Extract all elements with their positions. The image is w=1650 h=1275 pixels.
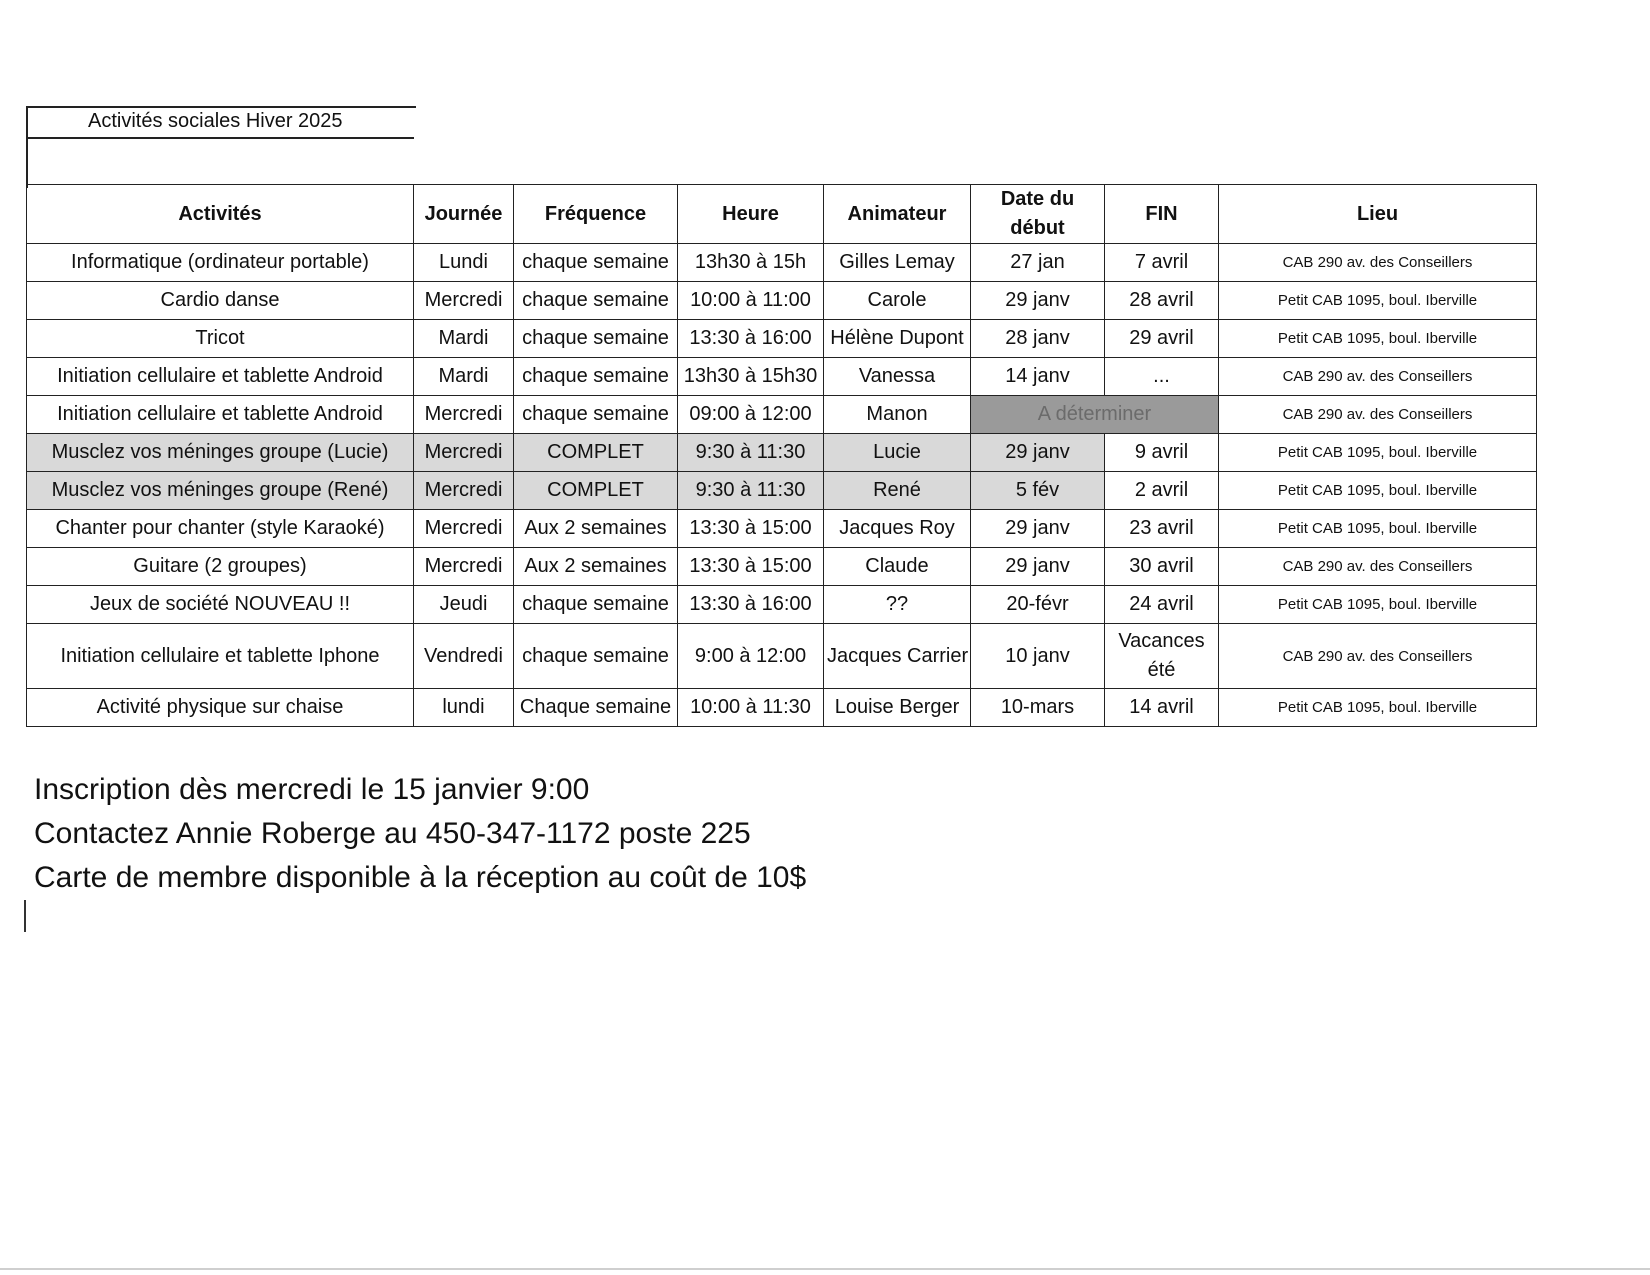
cell-frequence: chaque semaine — [514, 358, 678, 396]
cell-frequence: COMPLET — [514, 472, 678, 510]
cell-fin: 29 avril — [1105, 320, 1219, 358]
cell-fin: 24 avril — [1105, 586, 1219, 624]
membership-card-note: Carte de membre disponible à la réception au coût de 10$ — [34, 861, 807, 894]
table-row — [27, 244, 1537, 282]
cell-lieu: CAB 290 av. des Conseillers — [1219, 358, 1537, 396]
cell-heure: 9:00 à 12:00 — [678, 624, 824, 689]
cell-animateur: René — [824, 472, 971, 510]
cell-debut: 29 janv — [971, 548, 1105, 586]
cell-frequence: chaque semaine — [514, 282, 678, 320]
cell-fin: ... — [1105, 358, 1219, 396]
cell-frequence: chaque semaine — [514, 320, 678, 358]
cell-lieu: CAB 290 av. des Conseillers — [1219, 244, 1537, 282]
cell-heure: 13:30 à 16:00 — [678, 586, 824, 624]
cell-debut: 27 jan — [971, 244, 1105, 282]
cell-debut: 10 janv — [971, 624, 1105, 689]
cell-fin: Vacances été — [1105, 624, 1219, 689]
cell-debut: 28 janv — [971, 320, 1105, 358]
cell-activite: Chanter pour chanter (style Karaoké) — [27, 510, 414, 548]
cell-fin: 28 avril — [1105, 282, 1219, 320]
cell-debut: 29 janv — [971, 282, 1105, 320]
cell-frequence: chaque semaine — [514, 396, 678, 434]
cell-animateur: ?? — [824, 586, 971, 624]
cell-activite: Cardio danse — [27, 282, 414, 320]
cell-fin: 2 avril — [1105, 472, 1219, 510]
cell-heure: 10:00 à 11:30 — [678, 689, 824, 727]
cell-lieu: Petit CAB 1095, boul. Iberville — [1219, 472, 1537, 510]
cell-lieu: Petit CAB 1095, boul. Iberville — [1219, 510, 1537, 548]
table-row — [27, 624, 1537, 689]
activities-table — [26, 184, 1537, 727]
cell-activite: Initiation cellulaire et tablette Android — [27, 396, 414, 434]
page-title: Activités sociales Hiver 2025 — [88, 110, 343, 132]
table-row — [27, 358, 1537, 396]
cell-animateur: Hélène Dupont — [824, 320, 971, 358]
header-heure: Heure — [678, 185, 824, 244]
cell-animateur: Jacques Carrier — [824, 624, 971, 689]
contact-note: Contactez Annie Roberge au 450-347-1172 poste 225 — [34, 817, 751, 850]
table-row — [27, 548, 1537, 586]
cell-animateur: Lucie — [824, 434, 971, 472]
cell-lieu: Petit CAB 1095, boul. Iberville — [1219, 320, 1537, 358]
cell-heure: 9:30 à 11:30 — [678, 434, 824, 472]
cell-debut: 5 fév — [971, 472, 1105, 510]
cell-heure: 9:30 à 11:30 — [678, 472, 824, 510]
cell-heure: 13:30 à 15:00 — [678, 548, 824, 586]
cell-journee: Mercredi — [414, 472, 514, 510]
table-row — [27, 282, 1537, 320]
cell-journee: Jeudi — [414, 586, 514, 624]
cell-journee: Mercredi — [414, 510, 514, 548]
cell-frequence: Aux 2 semaines — [514, 510, 678, 548]
cell-frequence: COMPLET — [514, 434, 678, 472]
cell-journee: Lundi — [414, 244, 514, 282]
cell-heure: 13h30 à 15h30 — [678, 358, 824, 396]
cell-fin: 7 avril — [1105, 244, 1219, 282]
cell-debut: 10-mars — [971, 689, 1105, 727]
cell-activite: Informatique (ordinateur portable) — [27, 244, 414, 282]
cell-debut: 29 janv — [971, 434, 1105, 472]
cell-lieu: Petit CAB 1095, boul. Iberville — [1219, 586, 1537, 624]
cell-heure: 13h30 à 15h — [678, 244, 824, 282]
cell-animateur: Gilles Lemay — [824, 244, 971, 282]
cell-journee: Mercredi — [414, 282, 514, 320]
cell-journee: lundi — [414, 689, 514, 727]
table-row — [27, 586, 1537, 624]
cell-fin: 30 avril — [1105, 548, 1219, 586]
header-lieu: Lieu — [1219, 185, 1537, 244]
header-fin: FIN — [1105, 185, 1219, 244]
table-row — [27, 689, 1537, 727]
table-row — [27, 396, 1537, 434]
table-row — [27, 472, 1537, 510]
cell-journee: Mercredi — [414, 548, 514, 586]
cell-animateur: Vanessa — [824, 358, 971, 396]
cell-lieu: CAB 290 av. des Conseillers — [1219, 396, 1537, 434]
cell-activite: Guitare (2 groupes) — [27, 548, 414, 586]
cell-activite: Musclez vos méninges groupe (Lucie) — [27, 434, 414, 472]
notes-block — [34, 768, 806, 900]
cell-frequence: chaque semaine — [514, 244, 678, 282]
cell-lieu: Petit CAB 1095, boul. Iberville — [1219, 689, 1537, 727]
header-animateur: Animateur — [824, 185, 971, 244]
table-row — [27, 320, 1537, 358]
cell-heure: 10:00 à 11:00 — [678, 282, 824, 320]
cell-journee: Mercredi — [414, 434, 514, 472]
header-journee: Journée — [414, 185, 514, 244]
cell-frequence: Chaque semaine — [514, 689, 678, 727]
header-date-debut: Date du début — [971, 185, 1105, 244]
table-header-row — [27, 185, 1537, 244]
page-bottom-rule — [0, 1268, 1650, 1270]
cell-fin: 14 avril — [1105, 689, 1219, 727]
cell-heure: 13:30 à 15:00 — [678, 510, 824, 548]
cell-activite: Initiation cellulaire et tablette Iphone — [27, 624, 414, 689]
cell-journee: Mardi — [414, 320, 514, 358]
cell-animateur: Carole — [824, 282, 971, 320]
cell-frequence: chaque semaine — [514, 624, 678, 689]
cell-lieu: Petit CAB 1095, boul. Iberville — [1219, 434, 1537, 472]
cell-frequence: Aux 2 semaines — [514, 548, 678, 586]
cell-lieu: CAB 290 av. des Conseillers — [1219, 624, 1537, 689]
table-row — [27, 510, 1537, 548]
cell-journee: Vendredi — [414, 624, 514, 689]
cell-journee: Mercredi — [414, 396, 514, 434]
cell-heure: 13:30 à 16:00 — [678, 320, 824, 358]
cell-debut: 20-févr — [971, 586, 1105, 624]
header-frequence: Fréquence — [514, 185, 678, 244]
text-cursor-mark — [24, 900, 26, 932]
cell-activite: Jeux de société NOUVEAU !! — [27, 586, 414, 624]
cell-a-determiner: A déterminer — [971, 396, 1219, 434]
cell-debut: 29 janv — [971, 510, 1105, 548]
cell-lieu: CAB 290 av. des Conseillers — [1219, 548, 1537, 586]
cell-fin: 9 avril — [1105, 434, 1219, 472]
table-row — [27, 434, 1537, 472]
cell-frequence: chaque semaine — [514, 586, 678, 624]
header-activites: Activités — [27, 185, 414, 244]
cell-animateur: Jacques Roy — [824, 510, 971, 548]
cell-lieu: Petit CAB 1095, boul. Iberville — [1219, 282, 1537, 320]
cell-animateur: Louise Berger — [824, 689, 971, 727]
cell-activite: Activité physique sur chaise — [27, 689, 414, 727]
cell-journee: Mardi — [414, 358, 514, 396]
inscription-note: Inscription dès mercredi le 15 janvier 9:00 — [34, 773, 590, 806]
cell-activite: Initiation cellulaire et tablette Android — [27, 358, 414, 396]
cell-heure: 09:00 à 12:00 — [678, 396, 824, 434]
cell-animateur: Manon — [824, 396, 971, 434]
cell-debut: 14 janv — [971, 358, 1105, 396]
cell-activite: Musclez vos méninges groupe (René) — [27, 472, 414, 510]
cell-animateur: Claude — [824, 548, 971, 586]
cell-activite: Tricot — [27, 320, 414, 358]
cell-fin: 23 avril — [1105, 510, 1219, 548]
title-rule — [26, 137, 414, 139]
